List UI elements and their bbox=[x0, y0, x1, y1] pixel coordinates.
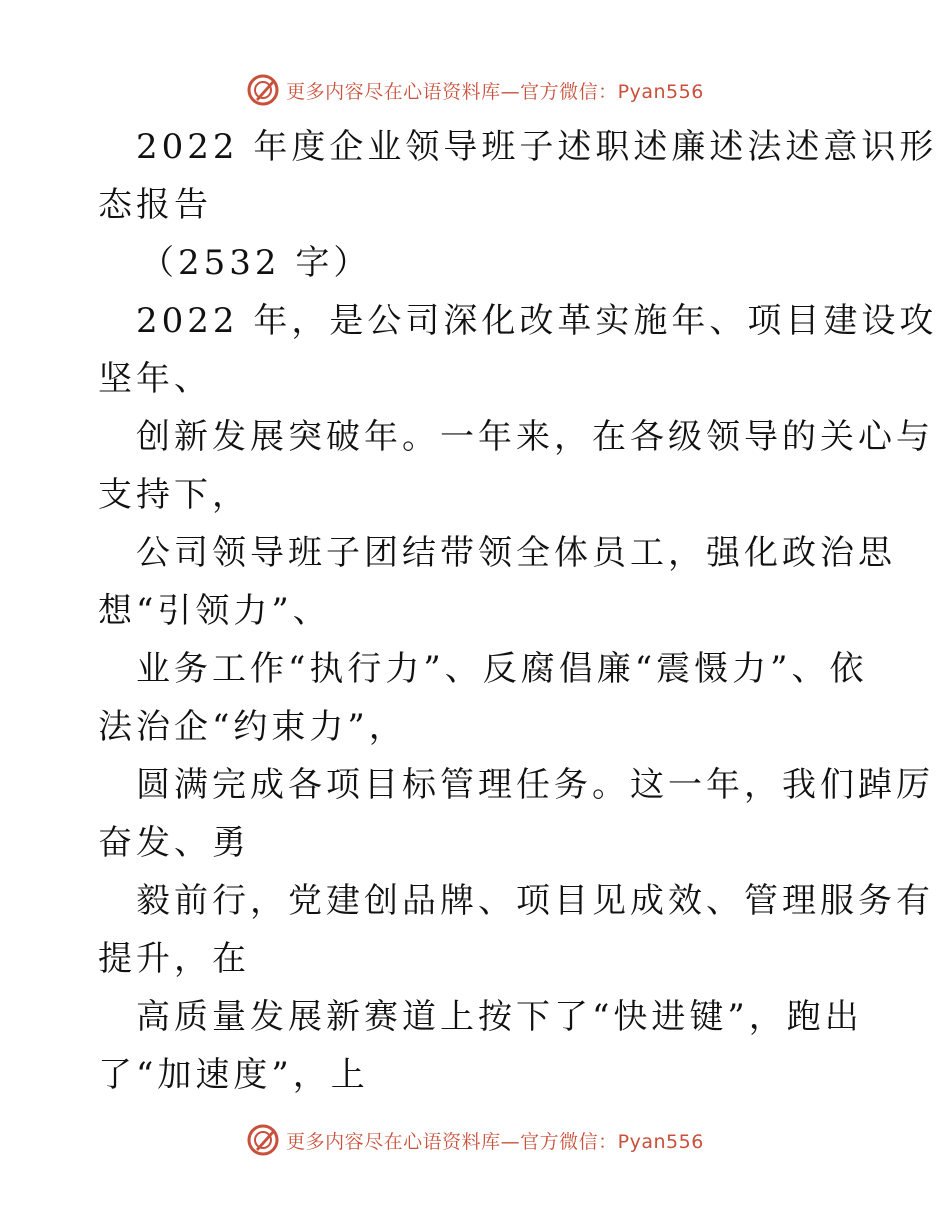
paragraph-line: 毅前行，党建创品牌、项目见成效、管理服务有 bbox=[136, 881, 934, 921]
paragraph-line: 想“引领力”、 bbox=[98, 591, 331, 631]
header-watermark bbox=[0, 70, 950, 110]
paragraph-line: 公司领导班子团结带领全体员工，强化政治思 bbox=[136, 533, 896, 573]
watermark-text: 更多内容尽在心语资料库—官方微信：Pyan556 bbox=[286, 1130, 704, 1153]
paragraph-line: 法治企“约束力”， bbox=[98, 707, 407, 747]
paragraph-line: 奋发、勇 bbox=[98, 823, 250, 863]
paragraph-line: 支持下， bbox=[98, 475, 250, 515]
paragraph-line: 提升，在 bbox=[98, 939, 250, 979]
pen-logo-icon bbox=[246, 1123, 280, 1157]
paragraph-line: 业务工作“执行力”、反腐倡廉“震慑力”、依 bbox=[136, 649, 868, 689]
document-body bbox=[98, 118, 938, 1104]
title-line-1: 2022 年度企业领导班子述职述廉述法述意识形 bbox=[136, 127, 938, 167]
watermark-text: 更多内容尽在心语资料库—官方微信：Pyan556 bbox=[286, 80, 704, 103]
footer-watermark bbox=[0, 1120, 950, 1160]
paragraph-line: 圆满完成各项目标管理任务。这一年，我们踔厉 bbox=[136, 765, 934, 805]
paragraph-line: 创新发展突破年。一年来，在各级领导的关心与 bbox=[136, 417, 934, 457]
pen-logo-icon bbox=[246, 73, 280, 107]
word-count: （2532 字） bbox=[140, 243, 372, 283]
title-line-2: 态报告 bbox=[98, 185, 212, 225]
paragraph-line: 高质量发展新赛道上按下了“快进键”，跑出 bbox=[136, 997, 863, 1037]
paragraph-line: 了“加速度”，上 bbox=[98, 1055, 369, 1095]
paragraph-line: 2022 年，是公司深化改革实施年、项目建设攻 bbox=[136, 301, 938, 341]
paragraph-line: 坚年、 bbox=[98, 359, 212, 399]
